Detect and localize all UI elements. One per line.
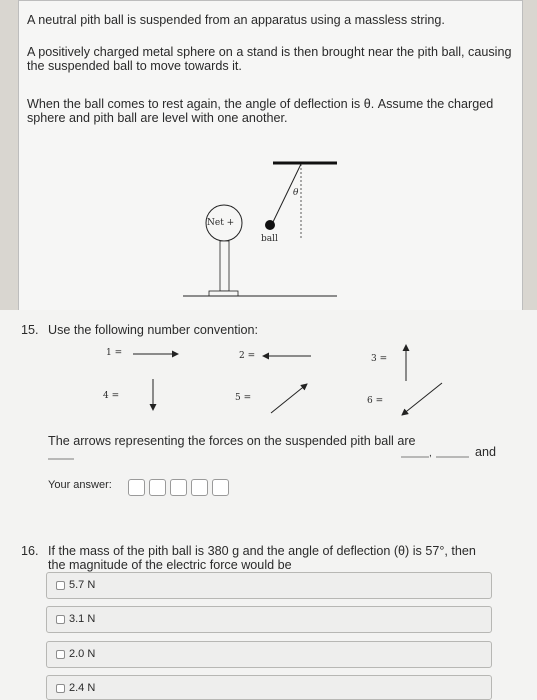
checkbox-icon[interactable] [56, 581, 65, 590]
answer-box-3[interactable] [170, 479, 187, 496]
intro-text-1: A neutral pith ball is suspended from an apparatus using a massless string. [27, 13, 445, 27]
ball-label: ball [261, 234, 278, 244]
q16-number: 16. [21, 544, 39, 558]
convention-label-5: 5 = [235, 393, 252, 403]
q15-statement: The arrows representing the forces on the suspended pith ball are [48, 434, 416, 448]
answer-box-2[interactable] [149, 479, 166, 496]
convention-label-3: 3 = [371, 354, 388, 364]
intro-text-3: When the ball comes to rest again, the angle of deflection is θ. Assume the charged sphere and pith ball are level with one another. [27, 97, 494, 125]
answer-box-4[interactable] [191, 479, 208, 496]
checkbox-icon[interactable] [56, 650, 65, 659]
option-1-label: 5.7 N [69, 579, 96, 591]
option-2-label: 3.1 N [69, 613, 96, 625]
q15-prompt: Use the following number convention: [48, 323, 259, 337]
angle-label: θ [293, 188, 299, 198]
answer-label: Your answer: [48, 479, 112, 491]
arrow-down-left-icon [402, 383, 442, 415]
answer-box-5[interactable] [212, 479, 229, 496]
sphere-label: Net + [207, 218, 235, 228]
q15-separator: , [429, 448, 432, 459]
option-2[interactable] [46, 606, 492, 633]
checkbox-icon[interactable] [56, 615, 65, 624]
arrow-up-right-icon [271, 384, 307, 413]
option-4[interactable] [46, 675, 492, 700]
option-3-label: 2.0 N [69, 648, 96, 660]
convention-label-4: 4 = [103, 391, 120, 401]
convention-label-6: 6 = [367, 396, 384, 406]
answer-box-1[interactable] [128, 479, 145, 496]
convention-label-1: 1 = [106, 348, 123, 358]
q15-number: 15. [21, 323, 39, 337]
checkbox-icon[interactable] [56, 684, 65, 693]
q16-prompt: If the mass of the pith ball is 380 g and the angle of deflection (θ) is 57°, then the magnitude of the electric force would be [48, 544, 476, 572]
q15-and: and [475, 445, 497, 459]
option-3[interactable] [46, 641, 492, 668]
option-1[interactable] [46, 572, 492, 599]
intro-text-2: A positively charged metal sphere on a stand is then brought near the pith ball, causing the suspended ball to move towards it. [27, 45, 512, 73]
convention-label-2: 2 = [239, 351, 256, 361]
option-4-label: 2.4 N [69, 682, 96, 694]
